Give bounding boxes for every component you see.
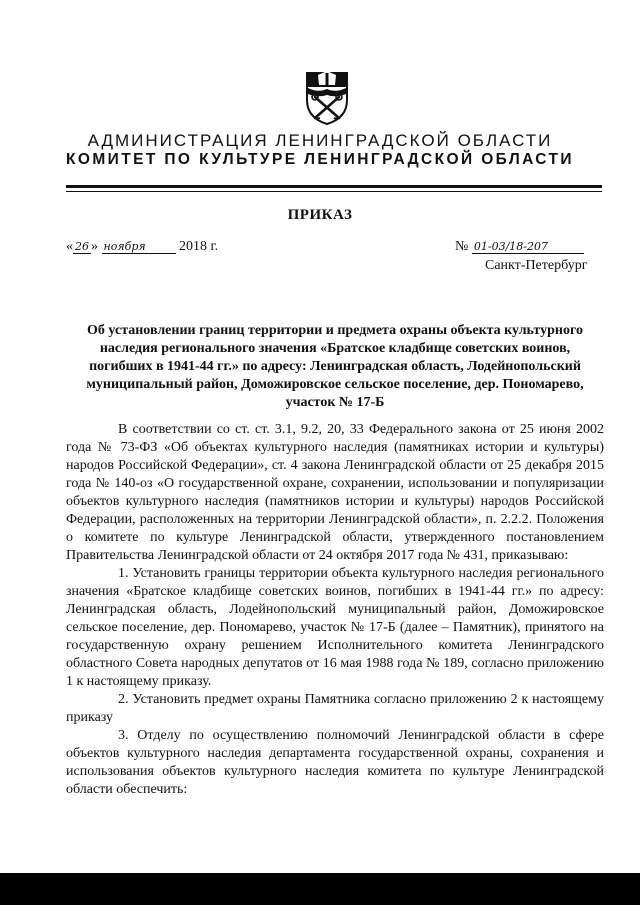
- header-divider-thin: [66, 191, 602, 192]
- document-type: ПРИКАЗ: [287, 207, 353, 223]
- number-prefix: №: [455, 239, 469, 254]
- header-divider-thick: [66, 185, 602, 188]
- item-2-paragraph: 2. Установить предмет охраны Памятника согласно приложению 2 к настоящему приказу: [66, 692, 604, 725]
- leningrad-oblast-coat-of-arms-icon: [304, 70, 350, 126]
- date-close-quote: »: [91, 239, 98, 254]
- preamble-paragraph: В соответствии со ст. ст. 3.1, 9.2, 20, 33 Федерального закона от 25 июня 2002 года № 73-ФЗ «Об объектах культурного наследия (памятниках истории и культуры) народов Российской Федерации», ст. 4 закона Ленинградской области от 25 декабря 2015 года № 140-оз «О государственной охране, сохранении, использовании и популяризации объектов культурного наследия (памятников истории и культуры) народов Российской Федерации, расположенных на территории Ленинградской области», п. 2.2.2. Положения о комитете по культуре Ленинградской области, утвержденного постановлением Правительства Ленинградской области от 24 октября 2017 года № 431, приказываю:: [66, 422, 604, 563]
- item-3-paragraph: 3. Отделу по осуществлению полномочий Ленинградской области в сфере объектов культурного наследия департамента государственной охраны, сохранения и использования объектов культурного наследия комитета по культуре Ленинградской области обеспечить:: [66, 728, 604, 797]
- organization-name: АДМИНИСТРАЦИЯ ЛЕНИНГРАДСКОЙ ОБЛАСТИ: [87, 131, 553, 150]
- order-date: [66, 239, 218, 255]
- order-number: [455, 239, 584, 255]
- number-value: 01-03/18-207: [472, 240, 584, 254]
- order-city: Санкт-Петербург: [485, 258, 588, 273]
- date-year: 2018 г.: [179, 239, 219, 254]
- date-open-quote: «: [66, 239, 73, 254]
- date-day: 26: [75, 240, 89, 253]
- date-month: ноября: [102, 240, 176, 254]
- committee-name: КОМИТЕТ ПО КУЛЬТУРЕ ЛЕНИНГРАДСКОЙ ОБЛАСТИ: [66, 151, 574, 168]
- item-1-paragraph: 1. Установить границы территории объекта культурного наследия регионального значения «Братское кладбище советских воинов, погибших в 1941-44 гг.» по адресу: Ленинградская область, Лодейнопольский муниципальный район, Доможировское сельское поселение, дер. Пономарево, участок № 17-Б (далее – Памятник), принятого на государственную охрану решением Исполнительного комитета Ленинградского областного Совета народных депутатов от 16 мая 1988 года № 189, согласно приложению 1 к настоящему приказу.: [66, 566, 604, 689]
- order-title: Об установлении границ территории и предмета охраны объекта культурного наследия регионального значения «Братское кладбище советских воинов, погибших в 1941-44 гг.» по адресу: Ленинградская область, Лодейнопольский муниципальный район, Доможировское сельское поселение, дер. Пономарево, участок № 17-Б: [86, 323, 584, 410]
- scan-border-bottom: [0, 873, 640, 905]
